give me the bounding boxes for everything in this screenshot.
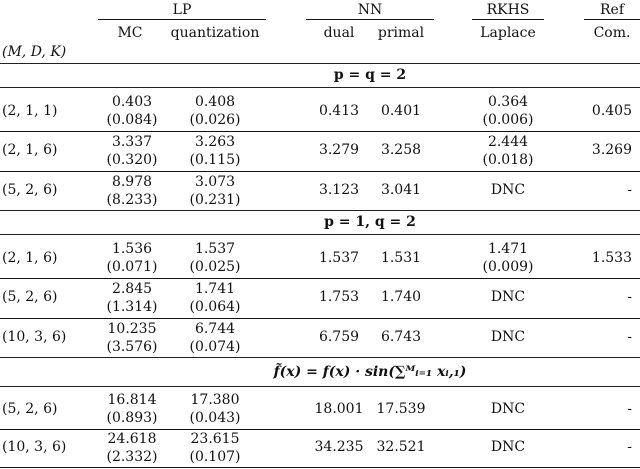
cell-dual: 6.759 <box>318 329 360 345</box>
col-header-dual: dual <box>323 25 355 41</box>
cell-dual: 1.753 <box>318 289 360 305</box>
row-rule <box>0 131 640 132</box>
row-label: (2, 1, 1) <box>2 103 58 119</box>
cell-primal: 1.531 <box>380 250 422 266</box>
rule <box>0 386 640 387</box>
cell-mc-sd: (0.084) <box>106 112 158 128</box>
row-label: (10, 3, 6) <box>2 329 67 345</box>
cell-laplace: 2.444 <box>487 134 529 150</box>
rule <box>0 210 640 211</box>
cell-quant-sd: (0.026) <box>189 112 241 128</box>
cell-ref: 1.533 <box>591 250 632 266</box>
cell-ref: - <box>627 329 632 345</box>
cell-dual: 18.001 <box>314 401 364 417</box>
cell-ref: 3.269 <box>591 142 632 158</box>
cell-quant-sd: (0.025) <box>189 259 241 275</box>
cell-mc-sd: (8.233) <box>106 192 158 208</box>
col-header-primal: primal <box>377 25 425 41</box>
cell-quant-sd: (0.115) <box>189 152 241 168</box>
cell-mc: 2.845 <box>111 281 153 297</box>
row-label: (5, 2, 6) <box>2 289 58 305</box>
cell-mc-sd: (0.071) <box>106 259 158 275</box>
cmidrule-rkhs <box>472 19 544 20</box>
row-rule <box>0 318 640 319</box>
cell-primal: 17.539 <box>376 401 426 417</box>
cell-quant-sd: (0.064) <box>189 299 241 315</box>
rule <box>0 234 640 235</box>
row-label: (2, 1, 6) <box>2 250 58 266</box>
cell-ref: 0.405 <box>591 103 632 119</box>
cell-mc: 24.618 <box>107 431 157 447</box>
row-label-header: (M, D, K) <box>2 44 67 60</box>
row-rule <box>0 171 640 172</box>
section-title: f̃(x) = f(x) · sin(∑ᴹᵢ₌₁ xᵢ,₁) <box>273 364 467 380</box>
cell-mc: 1.536 <box>111 241 153 257</box>
cell-quant: 3.073 <box>194 174 236 190</box>
rule <box>0 63 640 64</box>
cmidrule-ref <box>584 19 640 20</box>
cell-ref: - <box>627 401 632 417</box>
cell-primal: 0.401 <box>380 103 422 119</box>
rule <box>0 87 640 88</box>
cell-laplace-sd: (0.009) <box>482 259 534 275</box>
row-label: (5, 2, 6) <box>2 401 58 417</box>
cell-dual: 34.235 <box>314 439 364 455</box>
cell-mc-sd: (3.576) <box>106 339 158 355</box>
cell-quant: 1.537 <box>194 241 236 257</box>
col-header-quantization: quantization <box>170 25 260 41</box>
cell-quant: 17.380 <box>190 392 240 408</box>
cell-primal: 6.743 <box>380 329 422 345</box>
col-header-mc: MC <box>117 25 143 41</box>
cell-mc-sd: (2.332) <box>106 449 158 465</box>
cell-primal: 3.258 <box>380 142 422 158</box>
cell-mc-sd: (0.320) <box>106 152 158 168</box>
cell-quant-sd: (0.107) <box>189 449 241 465</box>
group-header-lp: LP <box>172 2 192 18</box>
cell-dual: 3.123 <box>318 182 360 198</box>
cell-quant: 3.263 <box>194 134 236 150</box>
cell-laplace-sd: (0.018) <box>482 152 534 168</box>
cell-laplace: DNC <box>490 439 526 455</box>
cell-laplace: DNC <box>490 401 526 417</box>
cell-ref: - <box>627 289 632 305</box>
cell-dual: 3.279 <box>318 142 360 158</box>
row-label: (10, 3, 6) <box>2 439 67 455</box>
section-title: p = q = 2 <box>333 67 407 83</box>
cell-dual: 1.537 <box>318 250 360 266</box>
cell-mc: 16.814 <box>107 392 157 408</box>
group-header-rkhs: RKHS <box>486 2 530 18</box>
cell-mc-sd: (0.893) <box>106 410 158 426</box>
row-label: (5, 2, 6) <box>2 182 58 198</box>
section-title: p = 1, q = 2 <box>324 214 416 230</box>
cell-quant-sd: (0.231) <box>189 192 241 208</box>
cell-quant: 6.744 <box>194 321 236 337</box>
cell-dual: 0.413 <box>318 103 360 119</box>
cell-quant: 1.741 <box>194 281 236 297</box>
cell-quant: 23.615 <box>190 431 240 447</box>
cell-laplace: DNC <box>490 289 526 305</box>
col-header-laplace: Laplace <box>480 25 536 41</box>
rule <box>0 357 640 358</box>
cell-ref: - <box>627 439 632 455</box>
cell-mc: 8.978 <box>111 174 153 190</box>
cell-laplace-sd: (0.006) <box>482 112 534 128</box>
cell-mc-sd: (1.314) <box>106 299 158 315</box>
bottom-rule <box>0 467 640 468</box>
cell-laplace: 1.471 <box>487 241 529 257</box>
cmidrule-lp <box>98 19 266 20</box>
col-header-com: Com. <box>593 25 631 41</box>
cell-mc: 3.337 <box>111 134 153 150</box>
cell-mc: 0.403 <box>111 94 153 110</box>
cell-quant-sd: (0.043) <box>189 410 241 426</box>
cell-mc: 10.235 <box>107 321 157 337</box>
group-header-nn: NN <box>357 2 383 18</box>
row-rule <box>0 429 640 430</box>
cell-primal: 1.740 <box>380 289 422 305</box>
cell-laplace: DNC <box>490 329 526 345</box>
cell-laplace: DNC <box>490 182 526 198</box>
cell-laplace: 0.364 <box>487 94 529 110</box>
cell-ref: - <box>627 182 632 198</box>
cell-primal: 32.521 <box>376 439 426 455</box>
row-rule <box>0 278 640 279</box>
row-label: (2, 1, 6) <box>2 142 58 158</box>
cell-primal: 3.041 <box>380 182 422 198</box>
group-header-ref: Ref <box>599 2 625 18</box>
cell-quant: 0.408 <box>194 94 236 110</box>
cell-quant-sd: (0.074) <box>189 339 241 355</box>
cmidrule-nn <box>306 19 434 20</box>
